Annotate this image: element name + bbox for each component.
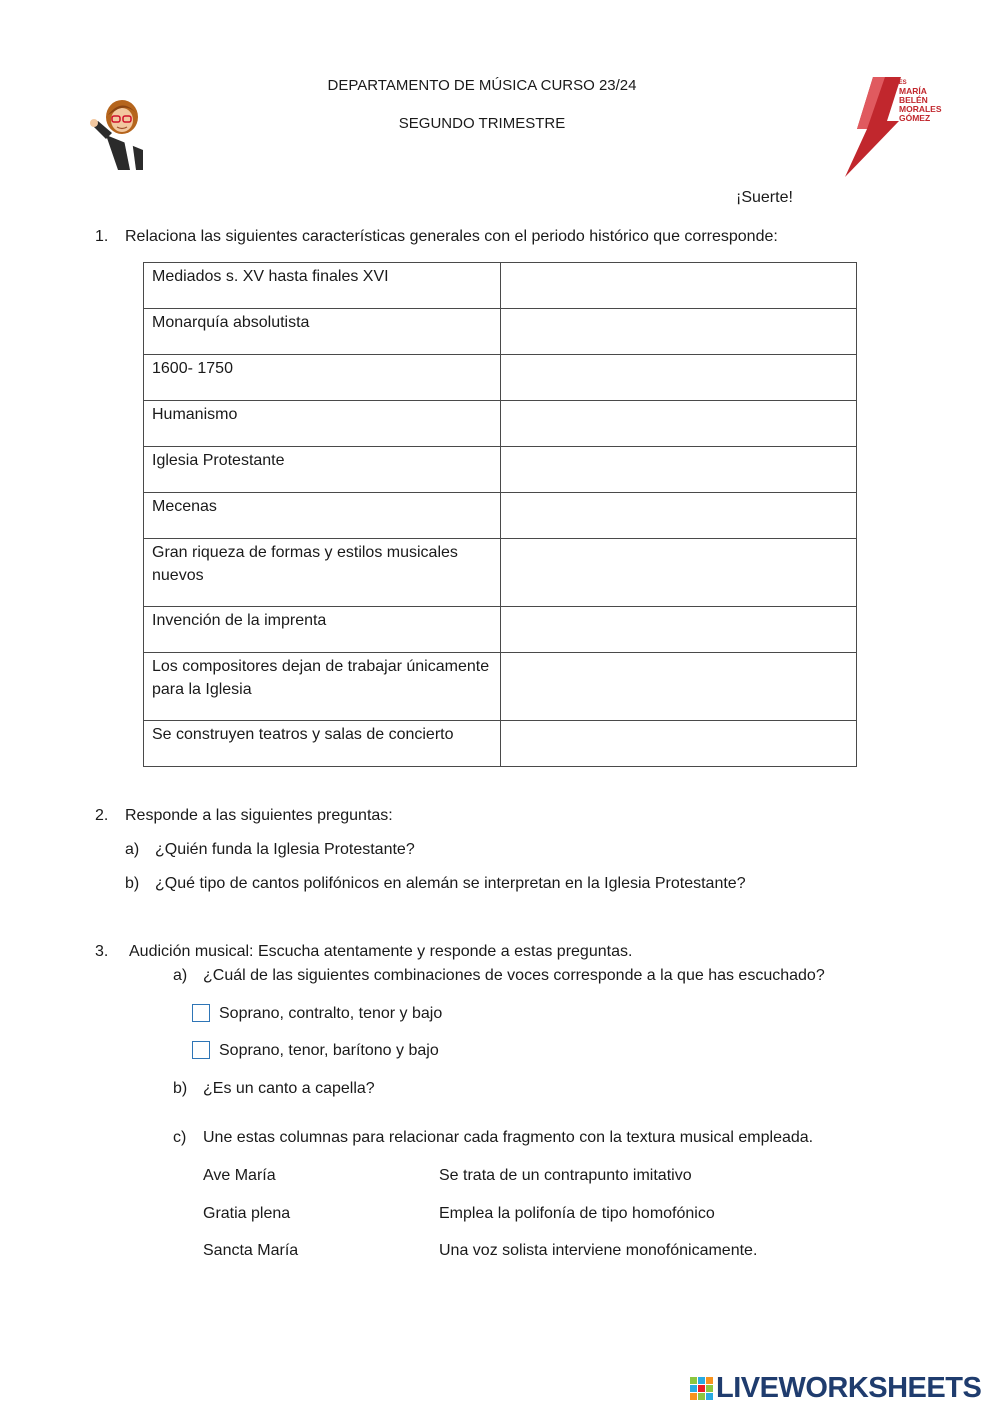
q2-number: 2. [95, 807, 109, 824]
q2-a-marker: a) [125, 841, 140, 858]
table-row [144, 539, 857, 607]
q2-prompt: Responde a las siguientes preguntas: [125, 807, 393, 824]
table-cell-characteristic: Se construyen teatros y salas de concierto [144, 721, 501, 767]
table-cell-answer[interactable] [500, 447, 856, 493]
match-right-item[interactable]: Emplea la polifonía de tipo homofónico [439, 1205, 715, 1222]
header-department: DEPARTAMENTO DE MÚSICA CURSO 23/24 [327, 77, 637, 94]
relation-table [143, 262, 857, 767]
option-checkbox-2[interactable] [192, 1041, 210, 1059]
table-cell-answer[interactable] [500, 493, 856, 539]
table-row [144, 263, 857, 309]
q3-c-question: Une estas columnas para relacionar cada fragmento con la textura musical empleada. [203, 1129, 814, 1146]
q2-a-question: ¿Quién funda la Iglesia Protestante? [155, 841, 415, 858]
table-row [144, 653, 857, 721]
option-label-2: Soprano, tenor, barítono y bajo [219, 1042, 439, 1059]
logo-text-line-3: MORALES [899, 104, 942, 114]
table-cell-answer[interactable] [500, 539, 856, 607]
table-cell-characteristic: Humanismo [144, 401, 501, 447]
table-row [144, 355, 857, 401]
table-cell-characteristic: Mecenas [144, 493, 501, 539]
q2-b-question: ¿Qué tipo de cantos polifónicos en alemán se interpretan en la Iglesia Protestante? [155, 875, 746, 892]
q3-a-marker: a) [173, 967, 188, 984]
logo-text-line-1: MARÍA [899, 86, 927, 96]
q3-number: 3. [95, 943, 109, 960]
table-cell-characteristic: Monarquía absolutista [144, 309, 501, 355]
table-cell-answer[interactable] [500, 653, 856, 721]
school-logo [843, 75, 943, 179]
q1-prompt: Relaciona las siguientes características generales con el periodo histórico que corresponde: [125, 228, 778, 245]
table-row [144, 401, 857, 447]
logo-text-ies: IES [897, 80, 907, 86]
liveworksheets-logo-icon [690, 1377, 714, 1401]
table-cell-characteristic: Gran riqueza de formas y estilos musicales nuevos [144, 539, 501, 607]
table-cell-answer[interactable] [500, 355, 856, 401]
q2-b-marker: b) [125, 875, 140, 892]
table-cell-characteristic: Invención de la imprenta [144, 607, 501, 653]
match-left-item[interactable]: Sancta María [203, 1242, 299, 1259]
table-cell-answer[interactable] [500, 607, 856, 653]
option-checkbox-1[interactable] [192, 1004, 210, 1022]
table-row [144, 447, 857, 493]
logo-text-line-4: GÓMEZ [899, 113, 931, 123]
q3-b-question: ¿Es un canto a capella? [203, 1080, 375, 1097]
match-right-item[interactable]: Una voz solista interviene monofónicamente. [439, 1242, 758, 1259]
match-right-item[interactable]: Se trata de un contrapunto imitativo [439, 1167, 692, 1184]
liveworksheets-brand: LIVEWORKSHEETS [716, 1372, 982, 1404]
lightning-logo-icon [843, 75, 901, 179]
table-row [144, 607, 857, 653]
table-cell-answer[interactable] [500, 401, 856, 447]
table-cell-characteristic: 1600- 1750 [144, 355, 501, 401]
q1-number: 1. [95, 228, 109, 245]
table-cell-answer[interactable] [500, 309, 856, 355]
header-term: SEGUNDO TRIMESTRE [398, 115, 566, 132]
q3-a-question: ¿Cuál de las siguientes combinaciones de voces corresponde a la que has escuchado? [203, 967, 825, 984]
table-cell-answer[interactable] [500, 721, 856, 767]
table-row [144, 721, 857, 767]
table-cell-answer[interactable] [500, 263, 856, 309]
teacher-avatar-image [88, 95, 146, 170]
table-row [144, 493, 857, 539]
match-left-item[interactable]: Gratia plena [203, 1205, 291, 1222]
option-label-1: Soprano, contralto, tenor y bajo [219, 1005, 443, 1022]
table-cell-characteristic: Mediados s. XV hasta finales XVI [144, 263, 501, 309]
q3-c-marker: c) [173, 1129, 187, 1146]
table-row [144, 309, 857, 355]
q3-b-marker: b) [173, 1080, 188, 1097]
match-left-item[interactable]: Ave María [203, 1167, 276, 1184]
table-cell-characteristic: Los compositores dejan de trabajar únicamente para la Iglesia [144, 653, 501, 721]
logo-text-line-2: BELÉN [899, 95, 928, 105]
table-cell-characteristic: Iglesia Protestante [144, 447, 501, 493]
greeting: ¡Suerte! [736, 189, 793, 206]
q3-prompt: Audición musical: Escucha atentamente y responde a estas preguntas. [129, 943, 633, 960]
